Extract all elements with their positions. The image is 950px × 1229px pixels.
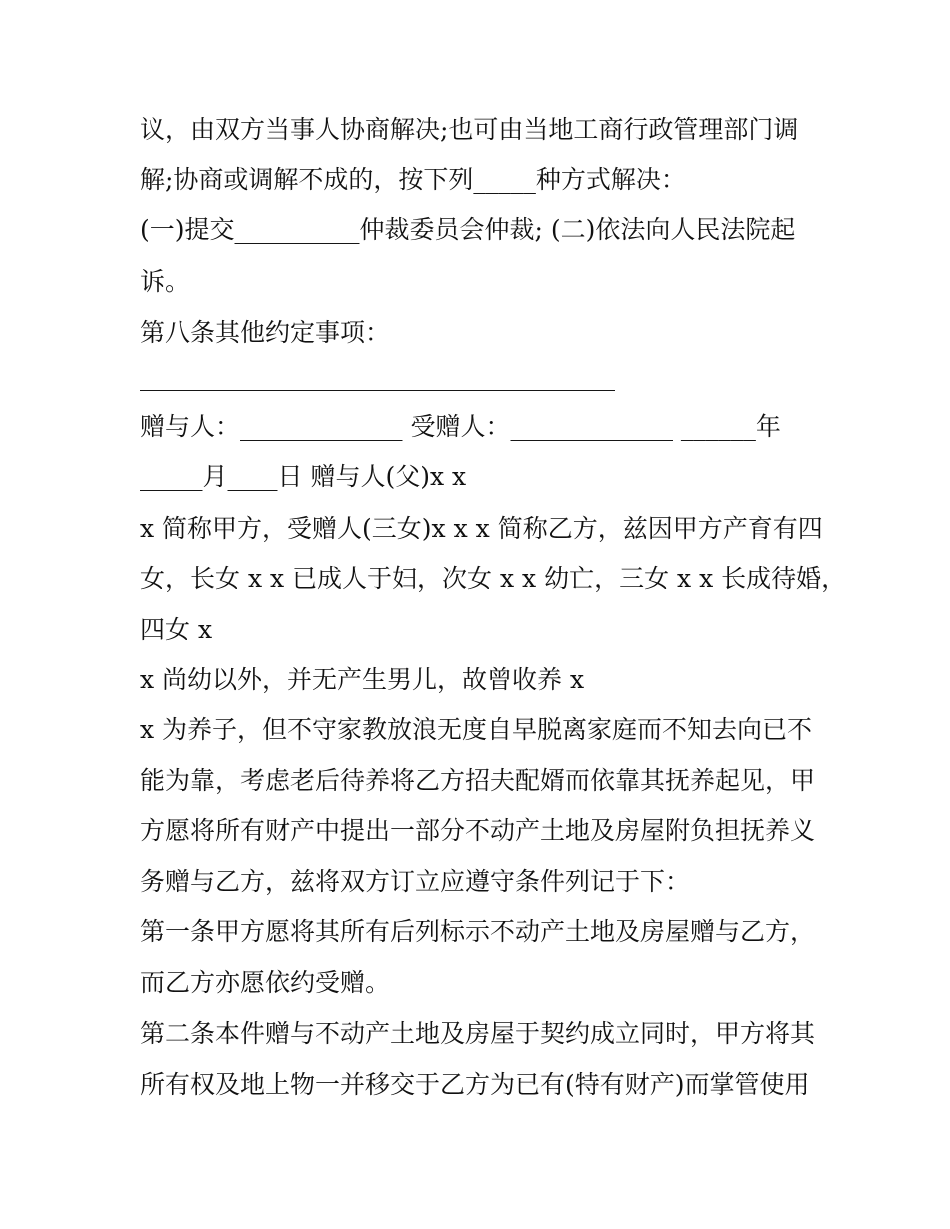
text-line: (一)提交__________仲裁委员会仲裁; (二)依法向人民法院起 bbox=[140, 215, 796, 244]
text-line: x 尚幼以外，并无产生男儿，故曾收养 x bbox=[140, 665, 585, 694]
text-line: x 为养子，但不守家教放浪无度自早脱离家庭而不知去向已不 bbox=[140, 715, 813, 744]
text-line: x 简称甲方，受赠人(三女)x x x 简称乙方，兹因甲方产育有四 bbox=[140, 514, 823, 543]
text-line: 第八条其他约定事项： bbox=[140, 318, 391, 347]
text-line: 女，长女 x x 已成人于妇，次女 x x 幼亡，三女 x x 长成待婚， bbox=[140, 564, 847, 593]
text-line: 而乙方亦愿依约受赠。 bbox=[140, 968, 391, 997]
text-line: 诉。 bbox=[140, 267, 191, 296]
text-line: 第二条本件赠与不动产土地及房屋于契约成立同时，甲方将其 bbox=[140, 1019, 816, 1048]
date-line: _____月____日 赠与人(父)x x bbox=[140, 462, 467, 491]
blank-line: ______________________________________ bbox=[140, 362, 615, 391]
text-line: 所有权及地上物一并移交于乙方为已有(特有财产)而掌管使用 bbox=[140, 1070, 810, 1099]
text-line: 方愿将所有财产中提出一部分不动产土地及房屋附负担抚养义 bbox=[140, 816, 816, 845]
text-line: 解;协商或调解不成的，按下列_____种方式解决： bbox=[140, 165, 686, 194]
text-line: 第一条甲方愿将其所有后列标示不动产土地及房屋赠与乙方， bbox=[140, 917, 816, 946]
signature-line: 赠与人：_____________ 受赠人：_____________ ______年 bbox=[140, 412, 781, 441]
text-line: 务赠与乙方，兹将双方订立应遵守条件列记于下： bbox=[140, 867, 691, 896]
text-line: 四女 x bbox=[140, 615, 213, 644]
text-line: 议，由双方当事人协商解决;也可由当地工商行政管理部门调 bbox=[140, 115, 799, 144]
text-line: 能为靠，考虑老后待养将乙方招夫配婿而依靠其抚养起见，甲 bbox=[140, 766, 816, 795]
